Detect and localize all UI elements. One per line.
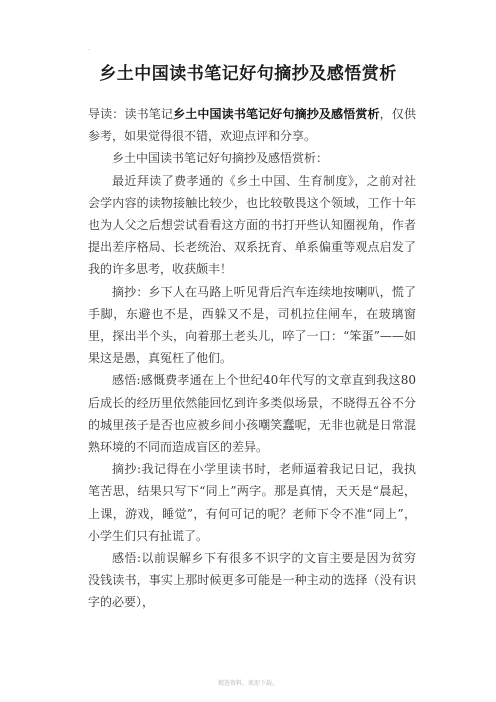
- intro-prefix: 导读：读书笔记: [88, 107, 174, 121]
- body-paragraph-5: 感悟:以前误解乡下有很多不识字的文盲主要是因为贫穷没钱读书，事实上那时候更多可能是一种主动的选择（没有识字的必要），: [88, 551, 416, 610]
- page-footer: 精选资料，欢迎下载。: [217, 680, 278, 687]
- intro-highlight: 乡土中国读书笔记好句摘抄及感悟赏析: [173, 107, 380, 121]
- page-title: 乡土中国读书笔记好句摘抄及感悟赏析: [99, 64, 397, 84]
- body-paragraph-1: 最近拜读了费孝通的《乡土中国、生育制度》，之前对社会学内容的读物接触比较少，也比较敬畏这个领域，工作十年也为人父之后想尝试看看这方面的书打开些认知圈视角，作者提出差序格局、长老统治、双系抚育、单系偏重等观点启发了我的许多思考，收获颇丰！: [88, 173, 416, 277]
- body-paragraph-2: 摘抄：乡下人在马路上听见背后汽车连续地按喇叭，慌了手脚，东避也不是，西躲又不是，司机拉住闸车，在玻璃窗里，探出半个头，向着那土老头儿，啐了一口：“笨蛋”——如果这是愚，真冤枉了他们。: [88, 284, 416, 366]
- intro-suffix: ，仅供参考，如果觉得很不错，欢迎点评和分享。: [88, 107, 416, 144]
- corner-mark: .: [88, 45, 90, 52]
- body-paragraph-subtitle: 乡土中国读书笔记好句摘抄及感悟赏析：: [112, 151, 329, 166]
- body-paragraph-4: 摘抄:我记得在小学里读书时，老师逼着我记日记，我执笔苦思，结果只写下“同上”两字。那是真情，天天是“晨起，上课，游戏，睡觉”，有何可记的呢？老师下令不准“同上”，小学生们只有扯谎了。: [88, 462, 416, 543]
- document-body: [88, 103, 416, 614]
- body-paragraph-3: 感悟:感慨费孝通在上个世纪40年代写的文章直到我这80后成长的经历里依然能回忆到许多类似场景，不晓得五谷不分的城里孩子是否也应被乡间小孩嘲笑蠢呢，无非也就是日常混熟环境的不同而造成盲区的差异。: [88, 373, 416, 455]
- intro-paragraph: [88, 103, 416, 147]
